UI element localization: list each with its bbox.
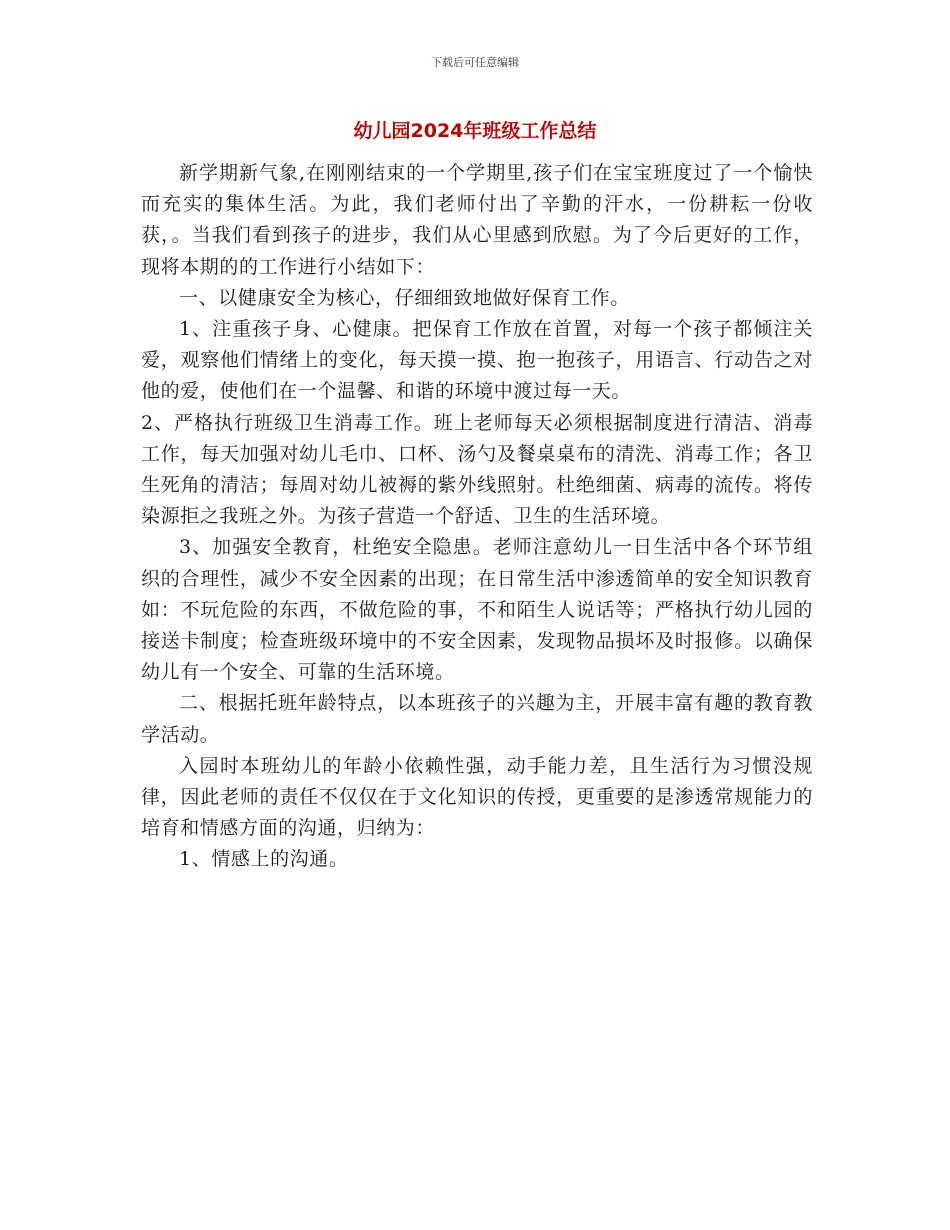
paragraph-section-heading-1: 一、以健康安全为核心，仔细细致地做好保育工作。 bbox=[179, 286, 630, 309]
paragraph-intro: 新学期新气象,在刚刚结束的一个学期里,孩子们在宝宝班度过了一个愉快而充实的集体生活。为此，我们老师付出了辛勤的汗水，一份耕耘一份收获，。当我们看到孩子的进步，我们从心里感到欣慰。为了今后更好的工作，现将本期的的工作进行小结如下： bbox=[141, 162, 813, 278]
paragraph-item-emotion: 1、情感上的沟通。 bbox=[179, 848, 349, 871]
paragraph-section-heading-2: 二、根据托班年龄特点，以本班孩子的兴趣为主，开展丰富有趣的教育教学活动。 bbox=[141, 692, 813, 746]
paragraph-item-safety: 3、加强安全教育，杜绝安全隐患。老师注意幼儿一日生活中各个环节组织的合理性，减少不安全因素的出现；在日常生活中渗透简单的安全知识教育如：不玩危险的东西，不做危险的事，不和陌生人说话等；严格执行幼儿园的接送卡制度；检查班级环境中的不安全因素，发现物品损坏及时报修。以确保幼儿有一个安全、可靠的生活环境。 bbox=[141, 536, 813, 684]
paragraph-enrollment: 入园时本班幼儿的年龄小依赖性强，动手能力差，且生活行为习惯没规律，因此老师的责任不仅仅在于文化知识的传授，更重要的是渗透常规能力的培育和情感方面的沟通，归纳为： bbox=[141, 754, 813, 840]
document-body bbox=[141, 158, 813, 876]
paragraph-item-hygiene: 2、严格执行班级卫生消毒工作。班上老师每天必须根据制度进行清洁、消毒工作，每天加强对幼儿毛巾、口杯、汤勺及餐桌桌布的清洗、消毒工作；各卫生死角的清洁；每周对幼儿被褥的紫外线照射。杜绝细菌、病毒的流传。将传染源拒之我班之外。为孩子营造一个舒适、卫生的生活环境。 bbox=[141, 411, 813, 528]
header-note: 下载后可任意编辑 bbox=[431, 56, 519, 69]
paragraph-item-health: 1、注重孩子身、心健康。把保育工作放在首置，对每一个孩子都倾注关爱，观察他们情绪上的变化，每天摸一摸、抱一抱孩子，用语言、行动告之对他的爱，使他们在一个温馨、和谐的环境中渡过每一天。 bbox=[141, 318, 813, 403]
document-title: 幼儿园2024年班级工作总结 bbox=[353, 120, 597, 142]
